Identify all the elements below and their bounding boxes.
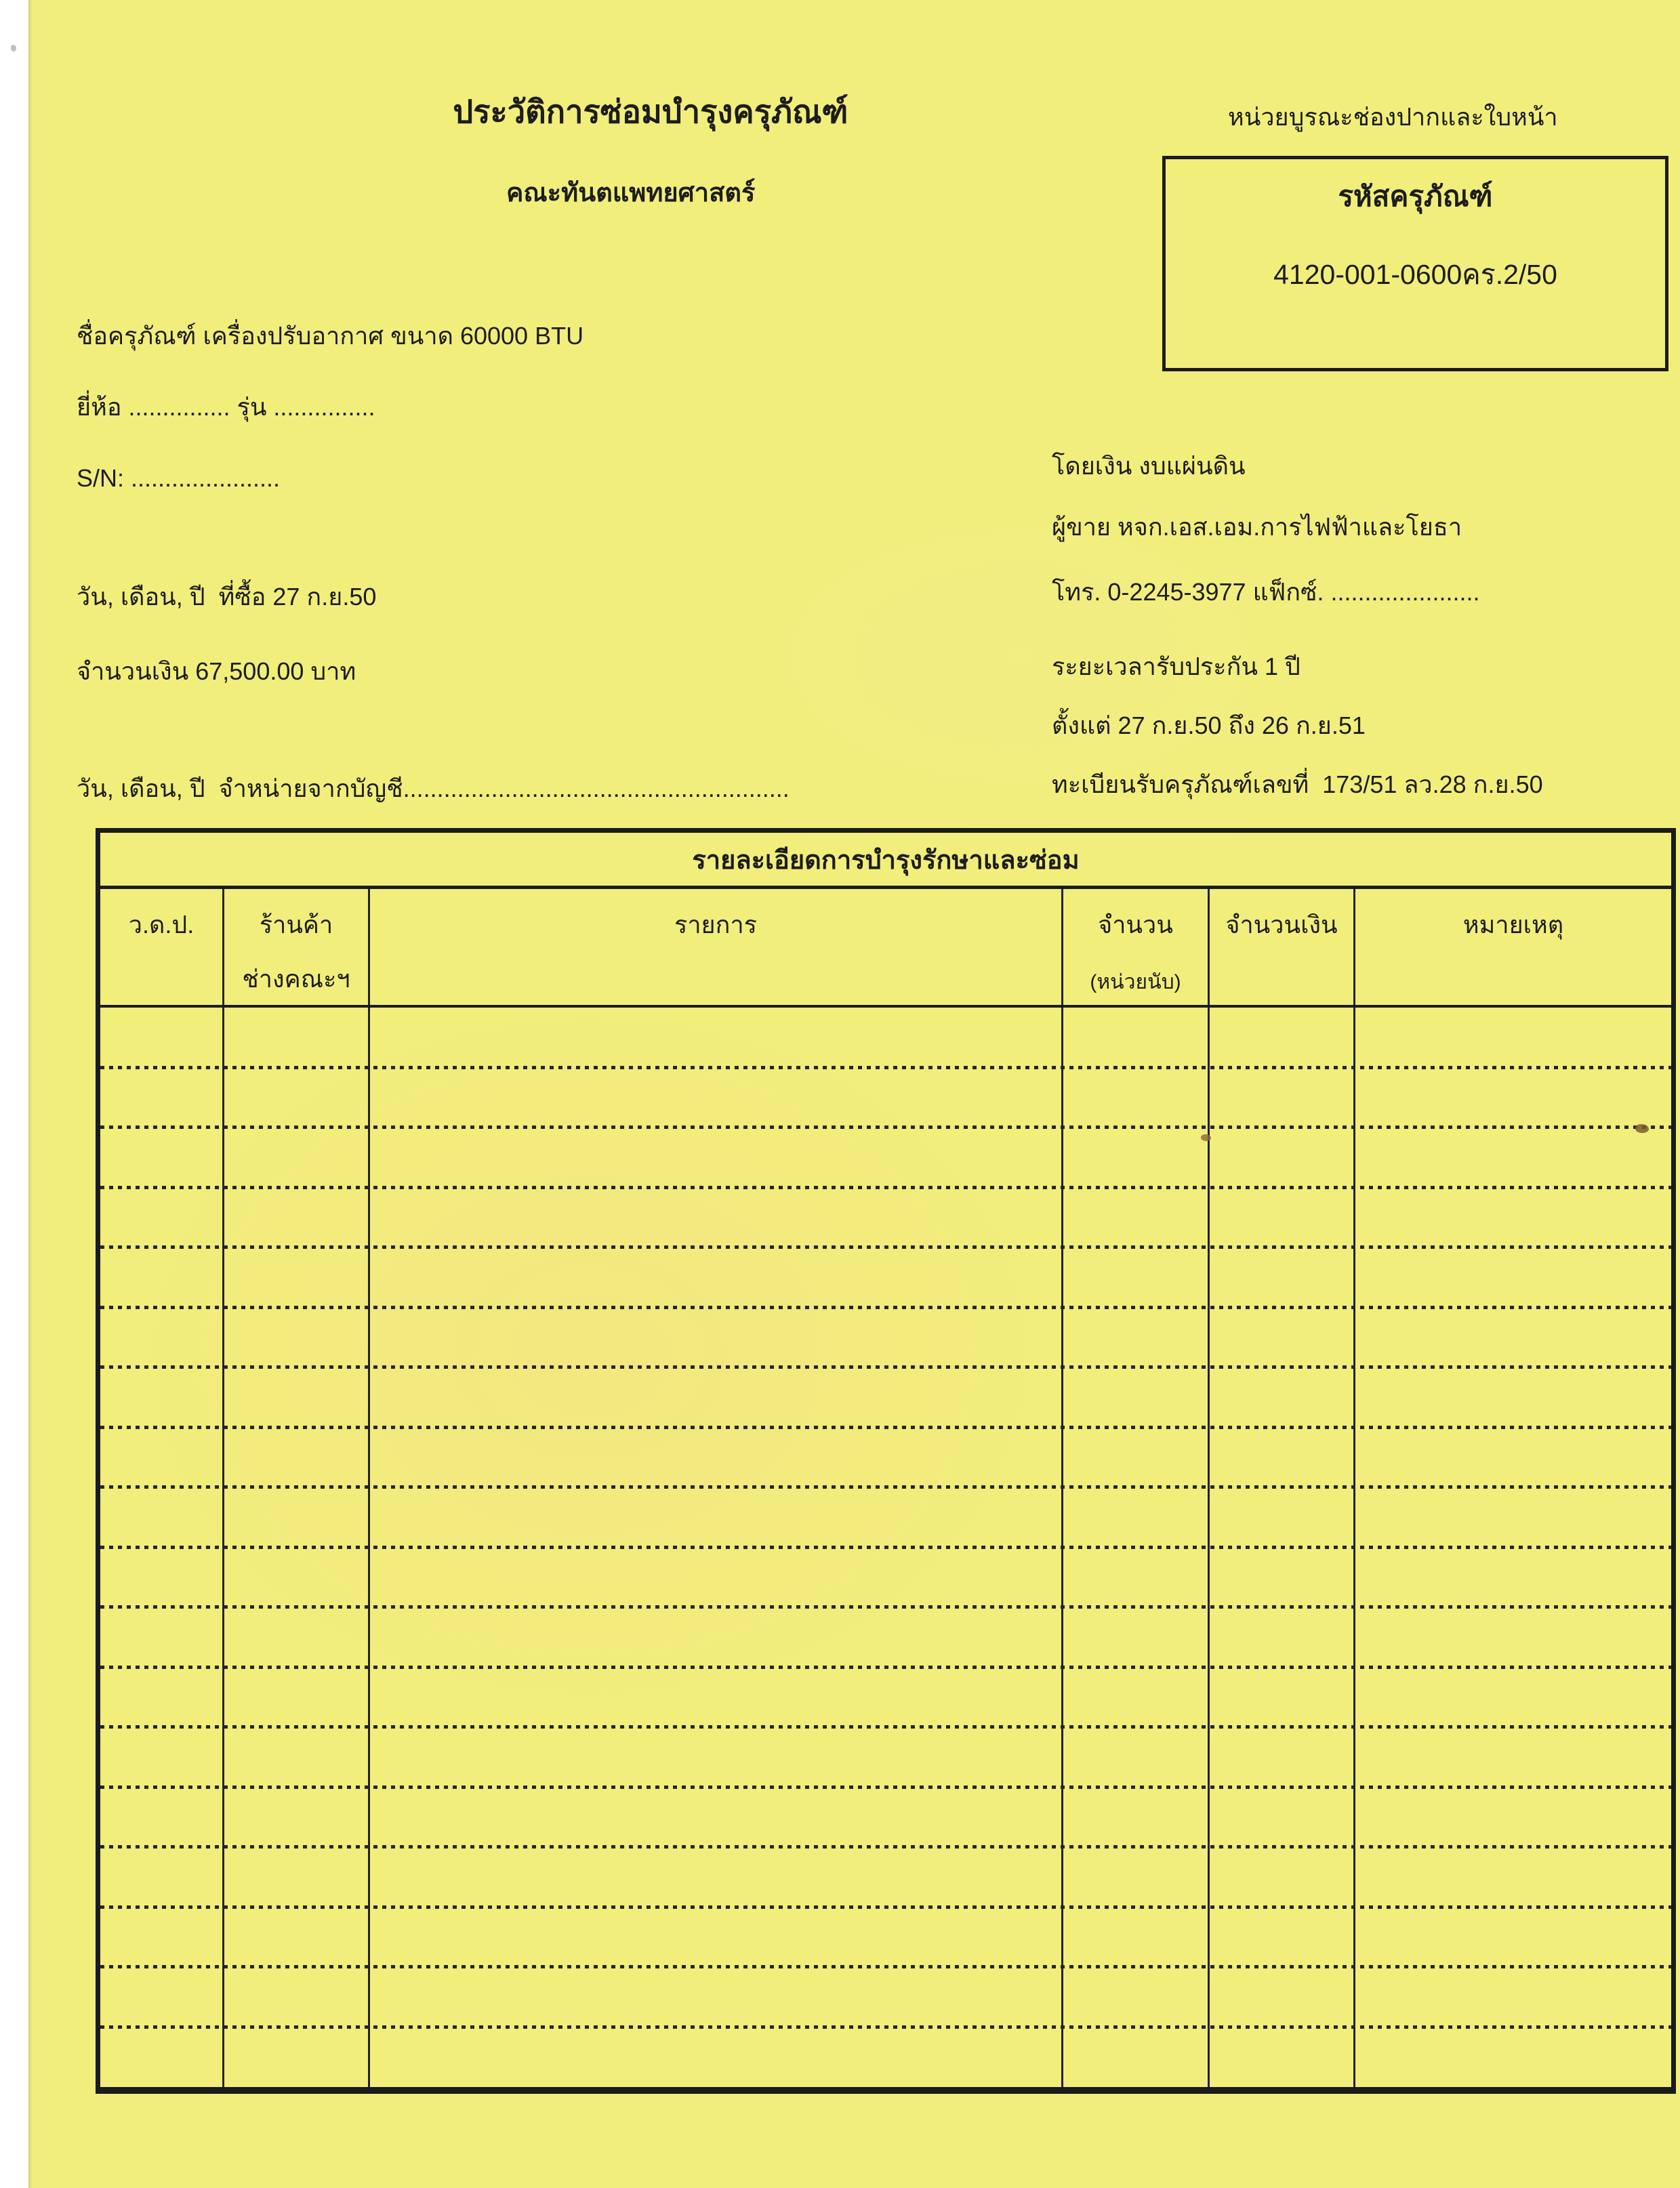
table-cell [1210, 1847, 1355, 1907]
field-warranty-period: ระยะเวลารับประกัน 1 ปี [1052, 653, 1300, 680]
table-cell [100, 1008, 224, 1068]
table-cell [370, 1788, 1063, 1848]
table-cell [370, 1428, 1063, 1488]
table-row [100, 1668, 1671, 1728]
column-header-quantity-label: จำนวน [1098, 911, 1173, 938]
table-cell [1210, 1668, 1355, 1728]
table-cell [370, 1548, 1063, 1608]
field-fund-source: โดยเงิน งบแผ่นดิน [1052, 452, 1246, 480]
table-cell [1210, 1428, 1355, 1488]
table-cell [224, 1607, 370, 1668]
maintenance-table-body [100, 1008, 1671, 2087]
table-cell [370, 1907, 1063, 1968]
table-cell [370, 1607, 1063, 1668]
table-row [100, 1008, 1671, 1068]
table-cell [370, 1668, 1063, 1728]
table-cell [100, 1487, 224, 1548]
table-row [100, 1907, 1671, 1968]
table-cell [1210, 1788, 1355, 1848]
table-cell [224, 1068, 370, 1128]
column-header-item [370, 889, 1063, 1005]
field-purchase-amount: จำนวนเงิน 67,500.00 บาท [77, 657, 356, 685]
table-row [100, 1487, 1671, 1548]
table-cell [100, 1967, 224, 2027]
table-cell [100, 1308, 224, 1368]
table-cell [1063, 1788, 1210, 1848]
table-row [100, 1967, 1671, 2027]
table-cell [224, 1907, 370, 1968]
table-cell [1355, 1188, 1671, 1248]
table-cell [1210, 1068, 1355, 1128]
table-cell [1355, 2027, 1671, 2088]
table-cell [224, 1847, 370, 1907]
table-cell [370, 1068, 1063, 1128]
table-cell [1063, 1668, 1210, 1728]
table-cell [1355, 1607, 1671, 1668]
table-cell [1063, 1607, 1210, 1668]
table-cell [224, 1128, 370, 1188]
table-cell [1063, 1128, 1210, 1188]
table-cell [224, 1247, 370, 1308]
field-vendor: ผู้ขาย หจก.เอส.เอม.การไฟฟ้าและโยธา [1052, 513, 1462, 541]
asset-code-box [1162, 156, 1668, 371]
column-header-shop [224, 889, 370, 1005]
table-cell [1210, 1967, 1355, 2027]
field-disposal-date: วัน, เดือน, ปี จำหน่ายจากบัญชี......................................................... [77, 775, 790, 802]
table-cell [1063, 1068, 1210, 1128]
field-phone-fax: โทร. 0-2245-3977 แฟ็กซ์. ...................... [1052, 578, 1480, 606]
scan-speck [11, 45, 16, 51]
table-cell [1210, 1188, 1355, 1248]
table-cell [1063, 1008, 1210, 1068]
table-row [100, 1607, 1671, 1668]
column-header-shop-label: ร้านค้า [259, 911, 333, 938]
table-cell [370, 2027, 1063, 2088]
table-cell [100, 1068, 224, 1128]
table-cell [1063, 1308, 1210, 1368]
table-cell [1355, 1008, 1671, 1068]
field-brand-model: ยี่ห้อ ............... รุ่น ............... [77, 393, 375, 421]
table-cell [370, 1367, 1063, 1428]
table-cell [1355, 1428, 1671, 1488]
table-cell [1063, 1967, 1210, 2027]
table-cell [1355, 1128, 1671, 1188]
field-asset-name: ชื่อครุภัณฑ์ เครื่องปรับอากาศ ขนาด 60000 BTU [77, 322, 584, 350]
table-cell [1355, 1308, 1671, 1368]
table-row [100, 1188, 1671, 1248]
table-row [100, 1367, 1671, 1428]
table-cell [1210, 1607, 1355, 1668]
table-cell [224, 1967, 370, 2027]
table-cell [224, 1788, 370, 1848]
field-serial-number: S/N: ...................... [77, 464, 281, 492]
table-cell [1355, 1487, 1671, 1548]
table-cell [1355, 1847, 1671, 1907]
table-cell [100, 1548, 224, 1608]
table-cell [1063, 1727, 1210, 1788]
page-title: ประวัติการซ่อมบำรุงครุภัณฑ์ [453, 94, 848, 129]
table-row [100, 1068, 1671, 1128]
table-cell [1210, 1247, 1355, 1308]
table-row [100, 1128, 1671, 1188]
table-cell [100, 1607, 224, 1668]
table-cell [224, 1308, 370, 1368]
table-cell [224, 1548, 370, 1608]
table-cell [224, 2027, 370, 2088]
table-cell [370, 1487, 1063, 1548]
paper-edge-shadow [28, 0, 33, 2188]
table-caption: รายละเอียดการบำรุงรักษาและซ่อม [100, 833, 1671, 889]
table-cell [224, 1367, 370, 1428]
page-subtitle: คณะทันตแพทยศาสตร์ [506, 179, 756, 207]
table-cell [1210, 1487, 1355, 1548]
table-row [100, 1308, 1671, 1368]
table-cell [100, 1188, 224, 1248]
column-header-quantity-sublabel: (หน่วยนับ) [1090, 971, 1181, 993]
column-header-amount-label: จำนวนเงิน [1225, 911, 1338, 938]
table-cell [1063, 1487, 1210, 1548]
table-cell [1063, 1847, 1210, 1907]
column-header-date-label: ว.ด.ป. [128, 911, 194, 938]
table-cell [370, 1308, 1063, 1368]
table-row [100, 1788, 1671, 1848]
table-cell [1063, 2027, 1210, 2088]
table-cell [1063, 1188, 1210, 1248]
table-cell [100, 1788, 224, 1848]
asset-code-value: 4120-001-0600คร.2/50 [1273, 259, 1557, 290]
table-row [100, 1727, 1671, 1788]
table-cell [1210, 1308, 1355, 1368]
table-cell [1210, 1907, 1355, 1968]
table-cell [370, 1247, 1063, 1308]
column-header-remarks [1355, 889, 1671, 1005]
maintenance-table [96, 828, 1676, 2094]
table-cell [1063, 1907, 1210, 1968]
table-cell [370, 1727, 1063, 1788]
field-purchase-date: วัน, เดือน, ปี ที่ซื้อ 27 ก.ย.50 [77, 583, 377, 611]
table-cell [100, 1727, 224, 1788]
asset-code-label: รหัสครุภัณฑ์ [1338, 180, 1493, 212]
table-cell [1063, 1428, 1210, 1488]
field-warranty-range: ตั้งแต่ 27 ก.ย.50 ถึง 26 ก.ย.51 [1052, 711, 1366, 739]
table-cell [100, 1128, 224, 1188]
table-cell [1355, 1727, 1671, 1788]
column-header-date [100, 889, 224, 1005]
table-cell [1063, 1548, 1210, 1608]
scan-speck [1201, 1134, 1211, 1141]
field-receipt-register: ทะเบียนรับครุภัณฑ์เลขที่ 173/51 ลว.28 ก.ย.50 [1052, 770, 1543, 798]
table-cell [1355, 1548, 1671, 1608]
unit-name: หน่วยบูรณะช่องปากและใบหน้า [1228, 103, 1558, 131]
table-cell [1210, 1128, 1355, 1188]
table-cell [1210, 1548, 1355, 1608]
table-cell [370, 1008, 1063, 1068]
table-cell [1063, 1367, 1210, 1428]
table-cell [370, 1128, 1063, 1188]
table-cell [1063, 1247, 1210, 1308]
table-cell [100, 2027, 224, 2088]
table-cell [100, 1367, 224, 1428]
table-cell [1210, 1367, 1355, 1428]
table-cell [1355, 1788, 1671, 1848]
table-cell [370, 1847, 1063, 1907]
table-cell [1210, 1008, 1355, 1068]
table-cell [224, 1668, 370, 1728]
column-header-remarks-label: หมายเหตุ [1462, 911, 1564, 938]
table-cell [1355, 1967, 1671, 2027]
table-cell [224, 1008, 370, 1068]
table-cell [1210, 2027, 1355, 2088]
table-cell [224, 1487, 370, 1548]
table-cell [100, 1668, 224, 1728]
table-row [100, 1548, 1671, 1608]
table-cell [1210, 1727, 1355, 1788]
table-cell [1355, 1247, 1671, 1308]
table-cell [1355, 1668, 1671, 1728]
scan-speck [1635, 1124, 1649, 1133]
table-cell [100, 1247, 224, 1308]
column-header-item-label: รายการ [674, 911, 757, 938]
table-row [100, 1428, 1671, 1488]
table-cell [370, 1967, 1063, 2027]
table-cell [100, 1428, 224, 1488]
table-row [100, 1247, 1671, 1308]
table-cell [224, 1727, 370, 1788]
column-header-amount [1210, 889, 1355, 1005]
table-row [100, 1847, 1671, 1907]
table-cell [1355, 1367, 1671, 1428]
table-cell [224, 1428, 370, 1488]
column-header-shop-sublabel: ช่างคณะฯ [242, 965, 350, 993]
table-row [100, 2027, 1671, 2088]
table-cell [100, 1847, 224, 1907]
table-cell [1355, 1907, 1671, 1968]
table-cell [1355, 1068, 1671, 1128]
column-header-quantity [1063, 889, 1210, 1005]
table-cell [100, 1907, 224, 1968]
table-cell [224, 1188, 370, 1248]
table-header-row [100, 889, 1671, 1008]
table-cell [370, 1188, 1063, 1248]
